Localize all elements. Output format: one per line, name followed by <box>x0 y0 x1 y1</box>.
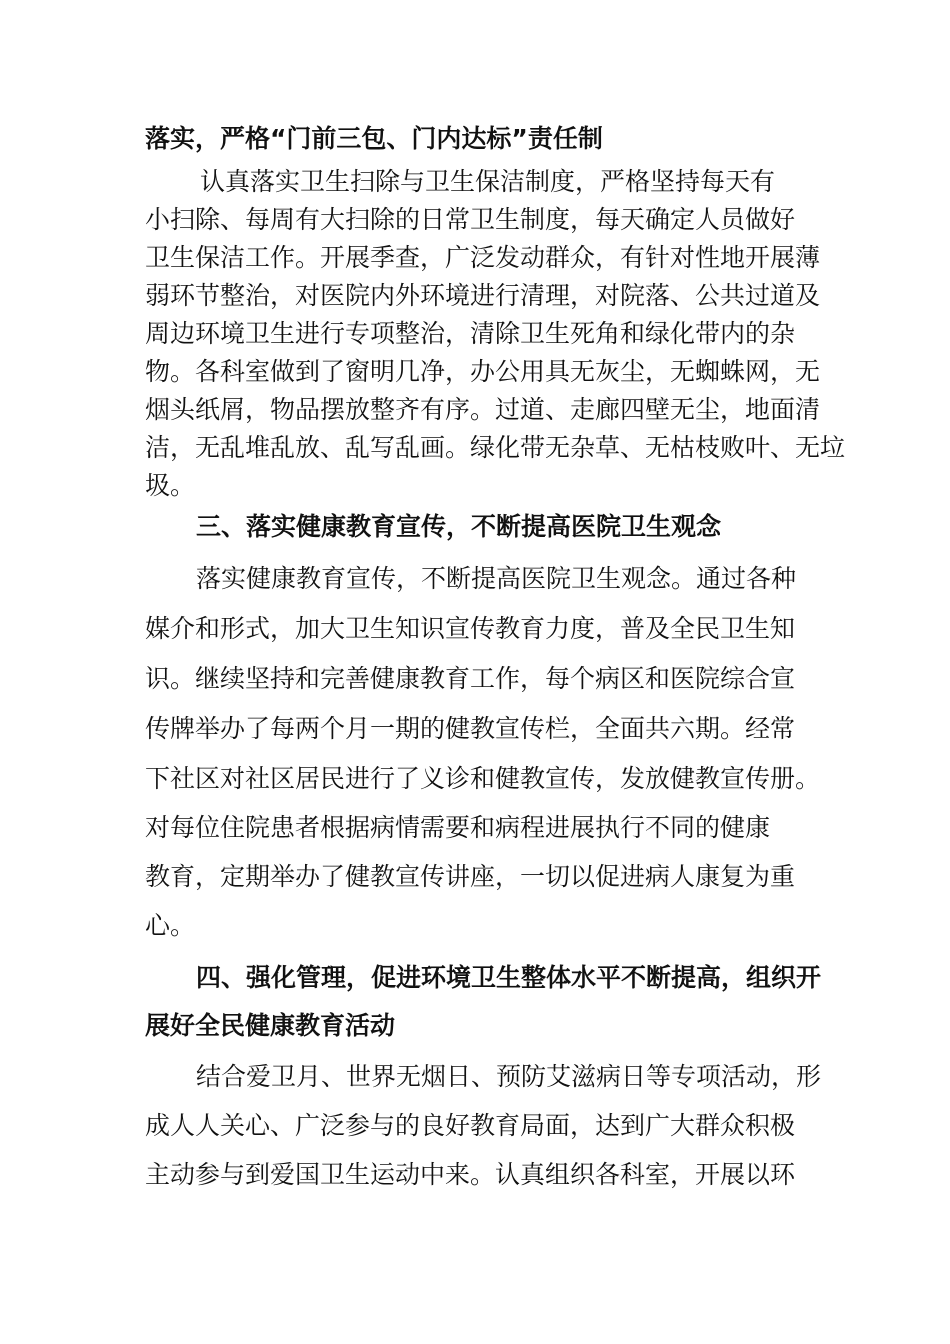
paragraph-line: 烟头纸屑，物品摆放整齐有序。过道、走廊四壁无尘，地面清 <box>145 395 821 424</box>
paragraph-line: 媒介和形式，加大卫生知识宣传教育力度，普及全民卫生知 <box>145 614 796 643</box>
paragraph-line: 下社区对社区居民进行了义诊和健教宣传，发放健教宣传册。 <box>145 764 821 793</box>
paragraph-line: 传牌举办了每两个月一期的健教宣传栏，全面共六期。经常 <box>145 714 796 743</box>
section-heading-4-continued: 展好全民健康教育活动 <box>145 1011 396 1040</box>
paragraph-line: 对每位住院患者根据病情需要和病程进展执行不同的健康 <box>145 813 771 842</box>
paragraph-line: 成人人关心、广泛参与的良好教育局面，达到广大群众积极 <box>145 1111 796 1140</box>
paragraph-line: 教育，定期举办了健教宣传讲座，一切以促进病人康复为重 <box>145 862 796 891</box>
paragraph-line: 结合爱卫月、世界无烟日、预防艾滋病日等专项活动，形 <box>196 1062 822 1091</box>
paragraph-line: 小扫除、每周有大扫除的日常卫生制度，每天确定人员做好 <box>145 205 796 234</box>
paragraph-line: 主动参与到爱国卫生运动中来。认真组织各科室，开展以环 <box>145 1160 796 1189</box>
section-heading-3: 三、落实健康教育宣传，不断提高医院卫生观念 <box>196 512 722 541</box>
paragraph-line: 心。 <box>145 911 196 940</box>
section-heading-continuation: 落实，严格“门前三包、门内达标”责任制 <box>145 124 603 153</box>
paragraph-line: 落实健康教育宣传，不断提高医院卫生观念。通过各种 <box>196 564 797 593</box>
paragraph-line: 圾。 <box>145 471 196 500</box>
paragraph-line: 弱环节整治，对医院内外环境进行清理，对院落、公共过道及 <box>145 281 821 310</box>
paragraph-line: 认真落实卫生扫除与卫生保洁制度，严格坚持每天有 <box>200 167 776 196</box>
paragraph-line: 物。各科室做到了窗明几净，办公用具无灰尘，无蜘蛛网，无 <box>145 357 821 386</box>
paragraph-line: 周边环境卫生进行专项整治，清除卫生死角和绿化带内的杂 <box>145 319 796 348</box>
section-heading-4: 四、强化管理，促进环境卫生整体水平不断提高，组织开 <box>196 963 822 992</box>
paragraph-line: 识。继续坚持和完善健康教育工作，每个病区和医院综合宣 <box>145 664 796 693</box>
paragraph-line: 卫生保洁工作。开展季查，广泛发动群众，有针对性地开展薄 <box>145 243 821 272</box>
paragraph-line: 洁，无乱堆乱放、乱写乱画。绿化带无杂草、无枯枝败叶、无垃 <box>145 433 846 462</box>
